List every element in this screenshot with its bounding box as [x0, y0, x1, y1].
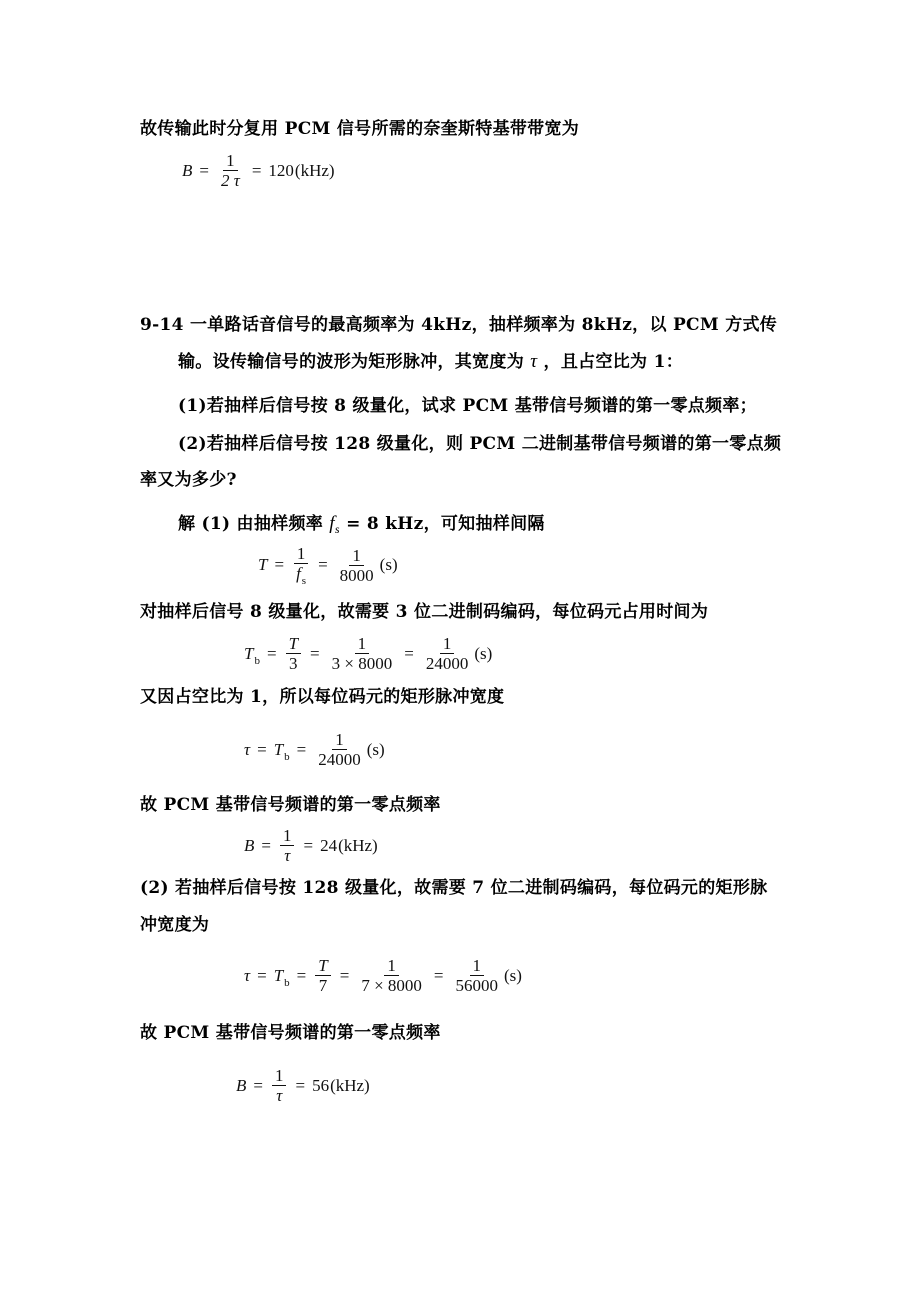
eq3-equals-2: =: [310, 643, 320, 663]
eq3-lhs-group: [244, 643, 260, 667]
eq6-denominator-3: 56000: [455, 976, 498, 995]
tau-symbol: τ: [530, 351, 538, 372]
eq7-unit: (kHz): [330, 1075, 370, 1095]
eq3-numerator-2: 1: [355, 634, 370, 654]
eq3-denominator-1: 3: [289, 654, 298, 673]
solution-1-intro-b: = 8 kHz，可知抽样间隔: [346, 514, 545, 534]
eq2-numerator-2: 1: [349, 546, 364, 566]
line-8-level-quantization: 对抽样后信号 8 级量化，故需要 3 位二进制码编码，每位码元占用时间为: [140, 602, 709, 622]
eq3-lhs: T: [244, 643, 254, 663]
eq4-equals-2: =: [296, 739, 307, 759]
eq6-equals: =: [257, 965, 267, 985]
eq2-denominator-1: [293, 564, 309, 586]
eq2-fraction-2: [337, 546, 377, 585]
inline-f-symbol: f: [329, 513, 335, 534]
eq7-numerator: 1: [272, 1066, 287, 1086]
eq3-numerator-3: 1: [440, 634, 455, 654]
part-1-question: (1)若抽样后信号按 8 级量化，试求 PCM 基带信号频谱的第一零点频率；: [178, 396, 757, 416]
eq1-unit: (kHz): [294, 160, 335, 180]
equation-code-duration: [244, 634, 492, 673]
eq6-unit: (s): [504, 965, 522, 985]
eq5-equals: =: [261, 835, 271, 855]
eq1-value: 120: [268, 160, 294, 180]
eq5-lhs: B: [244, 835, 255, 855]
part-2-question-line-1: (2)若抽样后信号按 128 级量化，则 PCM 二进制基带信号频谱的第一零点频: [178, 434, 782, 454]
equation-pulse-width-128level: [244, 956, 522, 995]
equation-bandwidth-56: [236, 1066, 370, 1105]
eq6-fraction-3: [453, 956, 502, 995]
line-first-zero-freq-2: 故 PCM 基带信号频谱的第一零点频率: [140, 1023, 441, 1043]
intro-text: 故传输此时分复用 PCM 信号所需的奈奎斯特基带带宽为: [140, 119, 580, 139]
eq3-fraction-1: [286, 634, 301, 673]
eq4-mid: T: [273, 739, 284, 759]
eq1-numerator: 1: [223, 151, 238, 171]
eq1-denominator: 2 τ: [220, 171, 240, 190]
line-128-level-a: (2) 若抽样后信号按 128 级量化，故需要 7 位二进制码编码，每位码元的矩形脉: [140, 878, 768, 898]
eq7-equals-2: =: [295, 1075, 306, 1095]
inline-s-subscript: s: [334, 522, 340, 536]
eq6-numerator-2: 1: [384, 956, 399, 976]
eq7-equals: =: [253, 1075, 263, 1095]
eq5-equals-2: =: [303, 835, 314, 855]
eq2-lhs: T: [258, 555, 268, 574]
eq3-denominator-2: 3 × 8000: [331, 654, 393, 673]
eq3-equals: =: [266, 643, 277, 663]
problem-line-2-a: 输。设传输信号的波形为矩形脉冲，其宽度为: [178, 352, 524, 372]
eq4-mid-group: [273, 739, 290, 763]
eq1-equals-2: =: [251, 160, 262, 180]
eq4-fraction: [315, 730, 364, 769]
eq3-unit: (s): [474, 643, 493, 663]
eq4-lhs: τ: [244, 739, 251, 759]
eq7-fraction: [272, 1066, 287, 1105]
eq3-fraction-2: [329, 634, 396, 673]
equation-bandwidth-24: [244, 826, 378, 865]
eq5-numerator: 1: [280, 826, 295, 846]
eq3-numerator-1: T: [286, 634, 301, 654]
part-2-question-line-2: 率又为多少?: [140, 470, 237, 490]
eq4-unit: (s): [366, 739, 385, 759]
eq6-lhs: τ: [244, 965, 251, 985]
eq6-numerator-3: 1: [470, 956, 485, 976]
line-first-zero-freq-1: 故 PCM 基带信号频谱的第一零点频率: [140, 795, 441, 815]
eq6-equals-3: =: [339, 965, 350, 985]
problem-line-2-b: ，且占空比为 1：: [543, 352, 683, 372]
eq2-equals: =: [274, 555, 285, 574]
equation-pulse-width-8level: [244, 730, 385, 769]
eq2-den-f: f: [296, 564, 301, 583]
eq1-lhs: B: [182, 160, 193, 180]
eq4-denominator: 24000: [318, 750, 361, 769]
eq3-fraction-3: [423, 634, 472, 673]
eq3-equals-3: =: [404, 643, 414, 663]
eq2-equals-2: =: [318, 555, 328, 574]
eq3-lhs-sub: b: [254, 654, 260, 667]
eq6-equals-4: =: [433, 965, 444, 985]
eq6-denominator-2: 7 × 8000: [361, 976, 422, 995]
eq4-numerator: 1: [332, 730, 347, 750]
eq7-value: 56: [312, 1075, 330, 1095]
eq6-mid-group: [273, 965, 290, 989]
eq6-mid-sub: b: [284, 976, 290, 989]
eq1-equals: =: [199, 160, 209, 180]
eq2-unit: (s): [379, 555, 398, 574]
eq2-numerator-1: 1: [294, 544, 309, 564]
eq5-denominator: τ: [284, 846, 291, 865]
problem-line-1: 9-14 一单路话音信号的最高频率为 4kHz，抽样频率为 8kHz，以 PCM 方式传: [140, 315, 778, 335]
solution-1-intro-a: 解 (1) 由抽样频率: [178, 514, 324, 534]
eq6-equals-2: =: [296, 965, 307, 985]
eq4-equals: =: [257, 739, 267, 759]
eq2-denominator-2: 8000: [339, 565, 374, 585]
eq7-denominator: τ: [276, 1086, 283, 1105]
eq2-den-sub: s: [301, 575, 307, 587]
line-128-level-b: 冲宽度为: [140, 915, 210, 935]
eq6-denominator-1: 7: [318, 976, 328, 995]
eq3-denominator-3: 24000: [425, 654, 469, 673]
eq7-lhs: B: [236, 1075, 247, 1095]
eq6-mid: T: [273, 965, 284, 985]
eq5-unit: (kHz): [338, 835, 378, 855]
solution-1-intro: [178, 512, 545, 537]
equation-bandwidth-120: [182, 151, 335, 190]
eq5-value: 24: [320, 835, 338, 855]
eq5-fraction: [280, 826, 295, 865]
eq6-fraction-2: [358, 956, 425, 995]
line-duty-cycle: 又因占空比为 1，所以每位码元的矩形脉冲宽度: [140, 687, 505, 707]
equation-sampling-interval: [258, 544, 398, 586]
eq6-fraction-1: [315, 956, 330, 995]
eq4-mid-sub: b: [284, 750, 290, 763]
problem-line-2: [178, 350, 683, 374]
eq1-fraction: [218, 151, 243, 190]
eq2-fraction-1: [293, 544, 309, 586]
eq6-numerator-1: T: [315, 956, 330, 976]
